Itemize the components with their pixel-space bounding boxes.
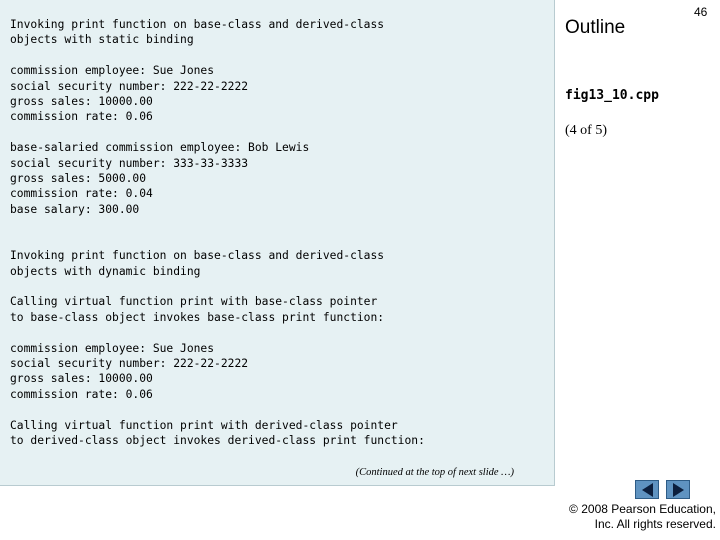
- next-slide-button[interactable]: [666, 480, 690, 499]
- right-arrow-icon: [673, 483, 684, 497]
- copyright-line-1: © 2008 Pearson Education,: [569, 502, 716, 516]
- part-label: (4 of 5): [565, 123, 607, 138]
- program-output-text: Invoking print function on base-class and derived-class objects with static binding commission employee: Sue Jones social security number: 222-22-2222 gross sales: 10000.00 commission rate: 0.06 base-salaried commission employee: Bob Lewis social security number: 333-33-3333 gross sales: 5000.00 commission rate: 0.04 base salary: 300.00 Invoking print function on base-class and derived-class objects with dynamic binding Calling virtual function print with base-class pointer to base-class object invokes base-class print function: commission employee: Sue Jones social security number: 222-22-2222 gross sales: 10000.00 commission rate: 0.06 Calling virtual function print with derived-class pointer to derived-class object invokes derived-class print function:: [10, 18, 425, 447]
- previous-slide-button[interactable]: [635, 480, 659, 499]
- file-name-label: fig13_10.cpp: [565, 88, 659, 103]
- continued-note: (Continued at the top of next slide …): [355, 467, 514, 478]
- copyright-line-2: Inc. All rights reserved.: [594, 517, 716, 531]
- left-arrow-icon: [642, 483, 653, 497]
- slide-number: 46: [694, 5, 708, 19]
- copyright-notice: [569, 502, 716, 532]
- outline-title: Outline: [565, 17, 626, 38]
